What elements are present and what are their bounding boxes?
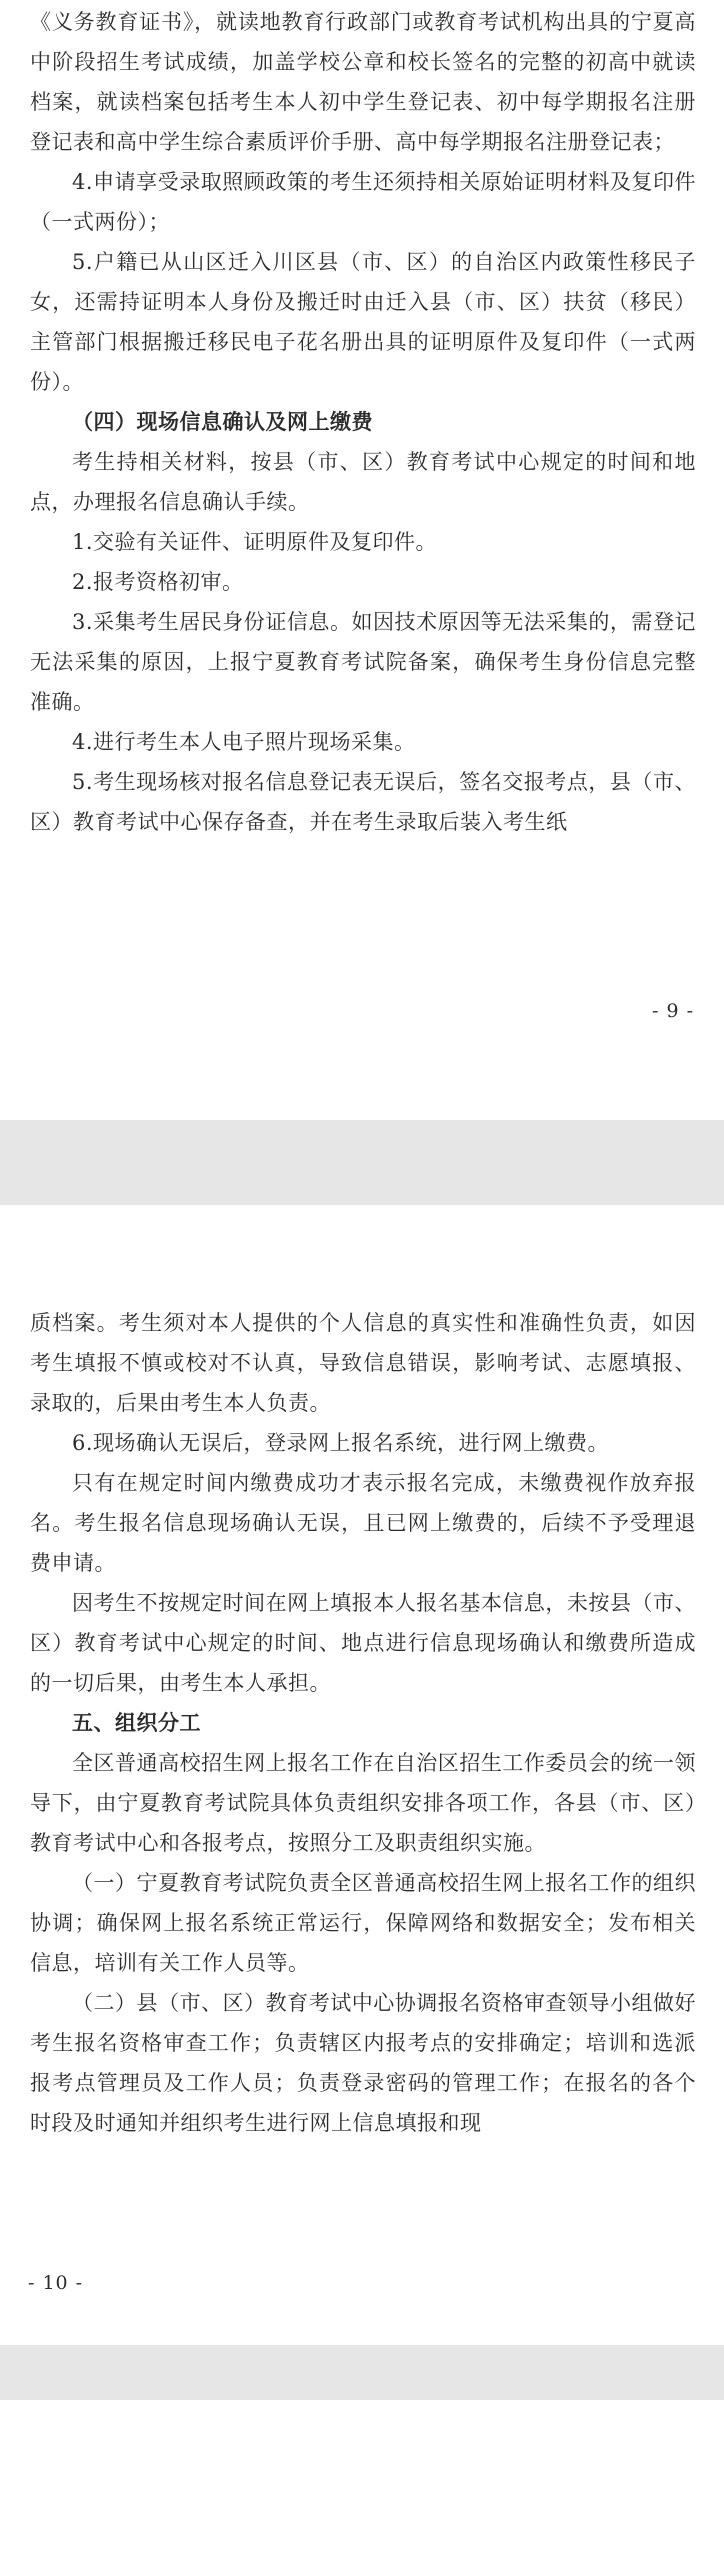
page-9-body [30,2,696,842]
page-number: - 10 - [28,2272,84,2294]
paragraph: 只有在规定时间内缴费成功才表示报名完成，未缴费视作放弃报名。考生报名信息现场确认无误，且已网上缴费的，后续不予受理退费申请。 [30,1471,696,1575]
paragraph: 《义务教育证书》，就读地教育行政部门或教育考试机构出具的宁夏高中阶段招生考试成绩，加盖学校公章和校长签名的完整的初高中就读档案，就读档案包括考生本人初中学生登记表、初中每学期报名注册登记表和高中学生综合素质评价手册、高中每学期报名注册登记表； [30,10,696,154]
page-number: - 9 - [651,1000,694,1022]
document-page-blank [0,2400,724,2557]
paragraph: 质档案。考生须对本人提供的个人信息的真实性和准确性负责，如因考生填报不慎或校对不认真，导致信息错误，影响考试、志愿填报、录取的，后果由考生本人负责。 [30,1311,696,1415]
paragraph: 2.报考资格初审。 [72,570,244,594]
paragraph: 5.考生现场核对报名信息登记表无误后，签名交报考点，县（市、区）教育考试中心保存备查，并在考生录取后装入考生纸 [30,770,696,834]
document-page-10 [0,1205,724,2345]
section-heading: （四）现场信息确认及网上缴费 [72,409,373,434]
paragraph: 考生持相关材料，按县（市、区）教育考试中心规定的时间和地点，办理报名信息确认手续。 [30,450,696,514]
paragraph: 6.现场确认无误后，登录网上报名系统，进行网上缴费。 [72,1431,610,1455]
paragraph: 3.采集考生居民身份证信息。如因技术原因等无法采集的，需登记无法采集的原因，上报宁夏教育考试院备案，确保考生身份信息完整准确。 [30,610,696,714]
paragraph: 1.交验有关证件、证明原件及复印件。 [72,530,438,554]
paragraph: 4.进行考生本人电子照片现场采集。 [72,730,416,754]
paragraph: 全区普通高校招生网上报名工作在自治区招生工作委员会的统一领导下，由宁夏教育考试院具体负责组织安排各项工作，各县（市、区）教育考试中心和各报考点，按照分工及职责组织实施。 [30,1751,696,1855]
paragraph: 5.户籍已从山区迁入川区县（市、区）的自治区内政策性移民子女，还需持证明本人身份及搬迁时由迁入县（市、区）扶贫（移民）主管部门根据搬迁移民电子花名册出具的证明原件及复印件（一式两份）。 [30,250,696,394]
document-page-9 [0,0,724,1120]
page-10-body [30,1303,696,2143]
paragraph: （二）县（市、区）教育考试中心协调报名资格审查领导小组做好考生报名资格审查工作；负责辖区内报考点的安排确定；培训和选派报考点管理员及工作人员；负责登录密码的管理工作；在报名的各个时段及时通知并组织考生进行网上信息填报和现 [30,1991,696,2135]
paragraph: 因考生不按规定时间在网上填报本人报名基本信息，未按县（市、区）教育考试中心规定的时间、地点进行信息现场确认和缴费所造成的一切后果，由考生本人承担。 [30,1591,696,1695]
section-heading: 五、组织分工 [72,1710,201,1735]
paragraph: （一）宁夏教育考试院负责全区普通高校招生网上报名工作的组织协调；确保网上报名系统正常运行，保障网络和数据安全；发布相关信息，培训有关工作人员等。 [30,1871,696,1975]
paragraph: 4.申请享受录取照顾政策的考生还须持相关原始证明材料及复印件（一式两份）； [30,170,696,234]
